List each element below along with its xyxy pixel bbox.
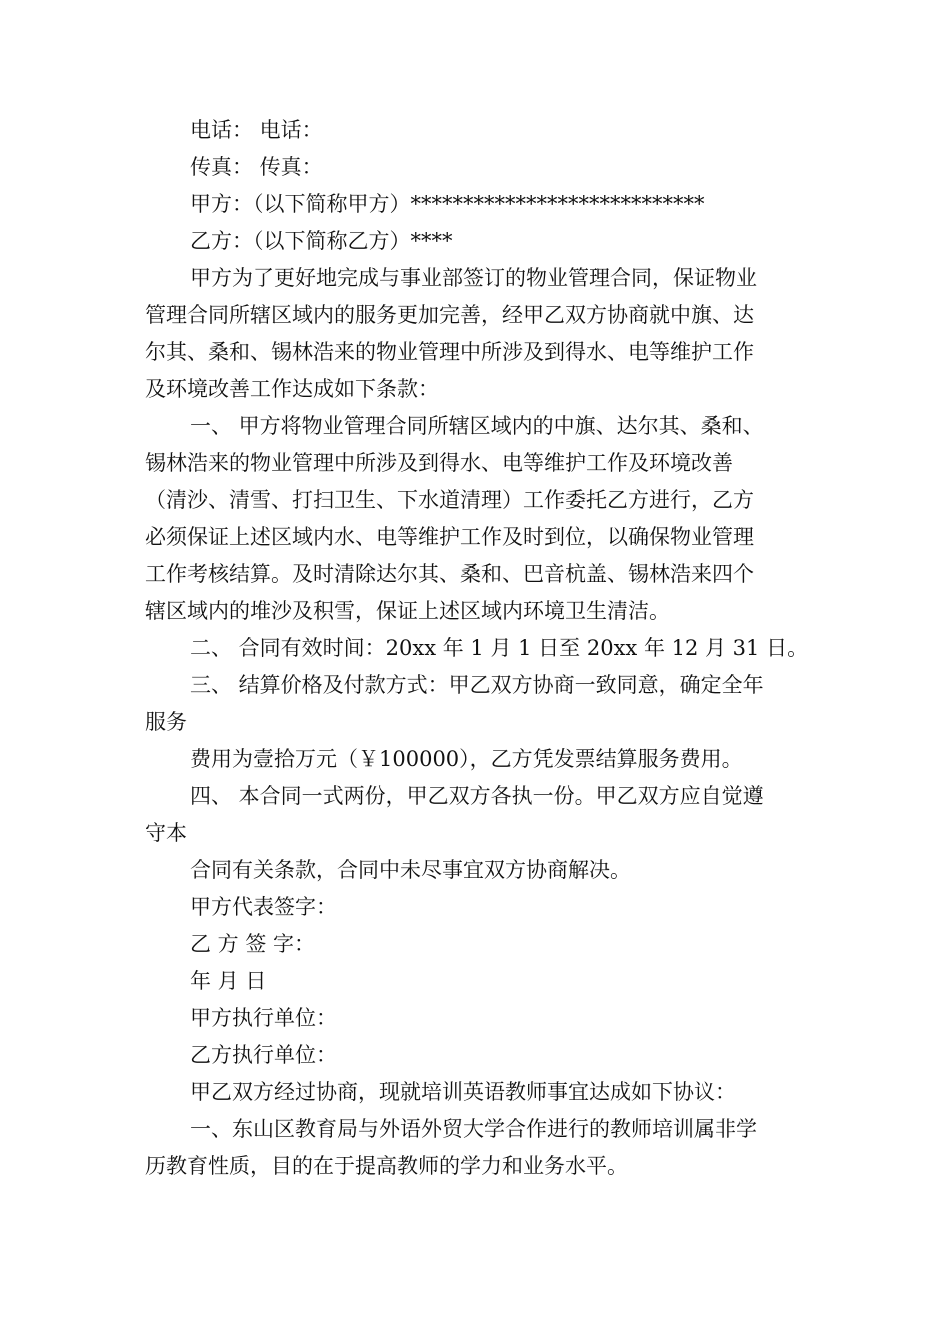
preamble-line: 及环境改善工作达成如下条款： [145,377,439,401]
contract-body [145,112,807,1185]
party-b-unit-label: 乙方执行单位： [190,1043,337,1067]
party-a-signature-label: 甲方代表签字： [190,895,337,919]
party-a-unit-label: 甲方执行单位： [190,1006,337,1030]
date-label: 年 月 日 [190,969,267,993]
fax-line: 传真： 传真： [190,155,323,179]
party-b-signature-label: 乙 方 签 字： [190,932,316,956]
clause-3-line: 费用为壹拾万元（￥100000），乙方凭发票结算服务费用。 [190,747,743,771]
phone-line: 电话： 电话： [190,118,323,142]
second-agreement-line: 甲乙双方经过协商，现就培训英语教师事宜达成如下协议： [190,1080,736,1104]
clause-3-line: 服务 [145,710,187,734]
preamble-line: 甲方为了更好地完成与事业部签订的物业管理合同，保证物业 [190,266,757,290]
preamble-line: 管理合同所辖区域内的服务更加完善，经甲乙双方协商就中旗、达 [145,303,754,327]
second-agreement-line: 历教育性质，目的在于提高教师的学力和业务水平。 [145,1154,628,1178]
clause-1-line: 工作考核结算。及时清除达尔其、桑和、巴音杭盖、锡林浩来四个 [145,562,754,586]
clause-3-line: 三、 结算价格及付款方式：甲乙双方协商一致同意，确定全年 [190,673,764,697]
party-b-line: 乙方：（以下简称乙方）**** [190,229,453,253]
clause-1-line: 辖区域内的堆沙及积雪，保证上述区域内环境卫生清洁。 [145,599,670,623]
clause-1-line: 锡林浩来的物业管理中所涉及到得水、电等维护工作及环境改善 [145,451,733,475]
clause-1-line: （清沙、清雪、打扫卫生、下水道清理）工作委托乙方进行，乙方 [145,488,754,512]
clause-2-line: 二、 合同有效时间：20xx 年 1 月 1 日至 20xx 年 12 月 31 日。 [190,636,809,660]
clause-4-line: 合同有关条款，合同中未尽事宜双方协商解决。 [190,858,631,882]
party-a-line: 甲方：（以下简称甲方）**************************** [190,192,705,216]
clause-1-line: 一、 甲方将物业管理合同所辖区域内的中旗、达尔其、桑和、 [190,414,764,438]
preamble-line: 尔其、桑和、锡林浩来的物业管理中所涉及到得水、电等维护工作 [145,340,754,364]
clause-1-line: 必须保证上述区域内水、电等维护工作及时到位，以确保物业管理 [145,525,754,549]
clause-4-line: 四、 本合同一式两份，甲乙双方各执一份。甲乙双方应自觉遵 [190,784,764,808]
second-agreement-line: 一、东山区教育局与外语外贸大学合作进行的教师培训属非学 [190,1117,757,1141]
clause-4-line: 守本 [145,821,187,845]
